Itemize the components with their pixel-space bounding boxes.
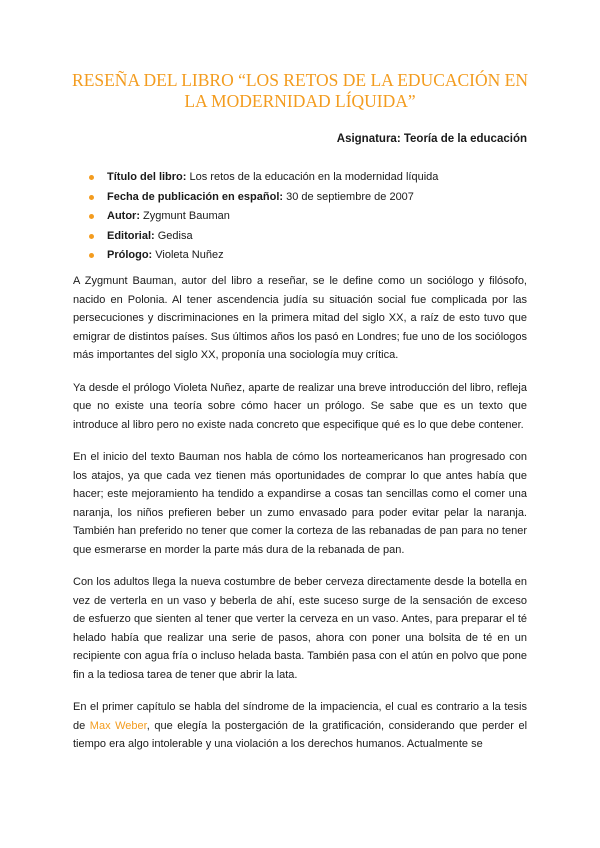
list-item <box>88 168 438 188</box>
paragraph: Con los adultos llega la nueva costumbre de beber cerveza directamente desde la botella en vez de verterla en un vaso y beberla de ahí, este suceso surge de la sensación de exceso de esfuerzo que sienten al tener que verter la cerveza en un vaso. Antes, para preparar el té helado había que realizar una serie de pasos, ahora con poner una bolsita de té en un recipiente con agua fría o incluso helada basta. También pasa con el atún en polvo que pone fin a la tediosa tarea de tener que abrir la lata. <box>73 576 527 681</box>
meta-label: Fecha de publicación en español: <box>107 190 284 203</box>
meta-value: Zygmunt Bauman <box>140 210 230 222</box>
meta-label: Prólogo: <box>107 249 153 261</box>
list-item <box>88 227 438 247</box>
meta-label: Título del libro: <box>107 171 187 183</box>
meta-value: Gedisa <box>154 229 193 242</box>
document-title: RESEÑA DEL LIBRO “LOS RETOS DE LA EDUCACIÓN EN LA MODERNIDAD LÍQUIDA” <box>72 70 528 111</box>
meta-value: Los retos de la educación en la modernidad líquida <box>186 171 439 183</box>
bullet-icon <box>89 195 94 200</box>
list-item <box>88 207 438 227</box>
paragraph: Ya desde el prólogo Violeta Nuñez, aparte de realizar una breve introducción del libro, refleja que no existe una teoría sobre cómo hacer un prólogo. Se sabe que es un texto que introduce al libro pero no existe nada concreto que especifique qué es lo que debe contener. <box>73 381 527 431</box>
bullet-icon <box>89 175 94 180</box>
paragraph-text: En el primer capítulo se habla del síndrome de la impaciencia, el cual es contrario a la tesis de <box>73 701 527 732</box>
book-details-list <box>88 168 438 266</box>
bullet-icon <box>89 253 94 258</box>
max-weber-link[interactable]: Max Weber <box>89 719 147 732</box>
list-item <box>88 246 438 266</box>
meta-label: Autor: <box>107 210 140 222</box>
meta-value: Violeta Nuñez <box>152 249 224 261</box>
subject-line: Asignatura: Teoría de la educación <box>336 133 527 145</box>
review-body <box>73 272 527 768</box>
paragraph: En el inicio del texto Bauman nos habla de cómo los norteamericanos han progresado con los atajos, ya que cada vez tienen más oportunidades de comprar lo que antes había que hacer; este mejoramiento ha tendido a expandirse a cosas tan sencillas como el comer una naranja, los niños prefieren beber un zumo envasado para poder evitar pelar la naranja. También han preferido no tener que comer la corteza de las rebanadas de pan para no tener que esmerarse en morder la parte más dura de la rebanada de pan. <box>73 451 527 556</box>
bullet-icon <box>89 214 94 219</box>
paragraph: A Zygmunt Bauman, autor del libro a reseñar, se le define como un sociólogo y filósofo, nacido en Polonia. Al tener ascendencia judía su situación social fue complicada por las persecuciones y discriminaciones en la primera mitad del siglo XX, a raíz de esto tuvo que emigrar de distintos países. Sus últimos años los pasó en Londres; fue uno de los sociólogos más importantes del siglo XX, proponía una sociología muy crítica. <box>73 275 527 361</box>
bullet-icon <box>89 234 94 239</box>
paragraph-text: , que elegía la postergación de la gratificación, considerando que perder el tiempo era algo intolerable y una violación a los derechos humanos. Actualmente se <box>73 719 528 750</box>
meta-value: 30 de septiembre de 2007 <box>283 190 414 203</box>
list-item <box>88 188 438 208</box>
meta-label: Editorial: <box>107 229 155 242</box>
paragraph <box>73 698 527 754</box>
